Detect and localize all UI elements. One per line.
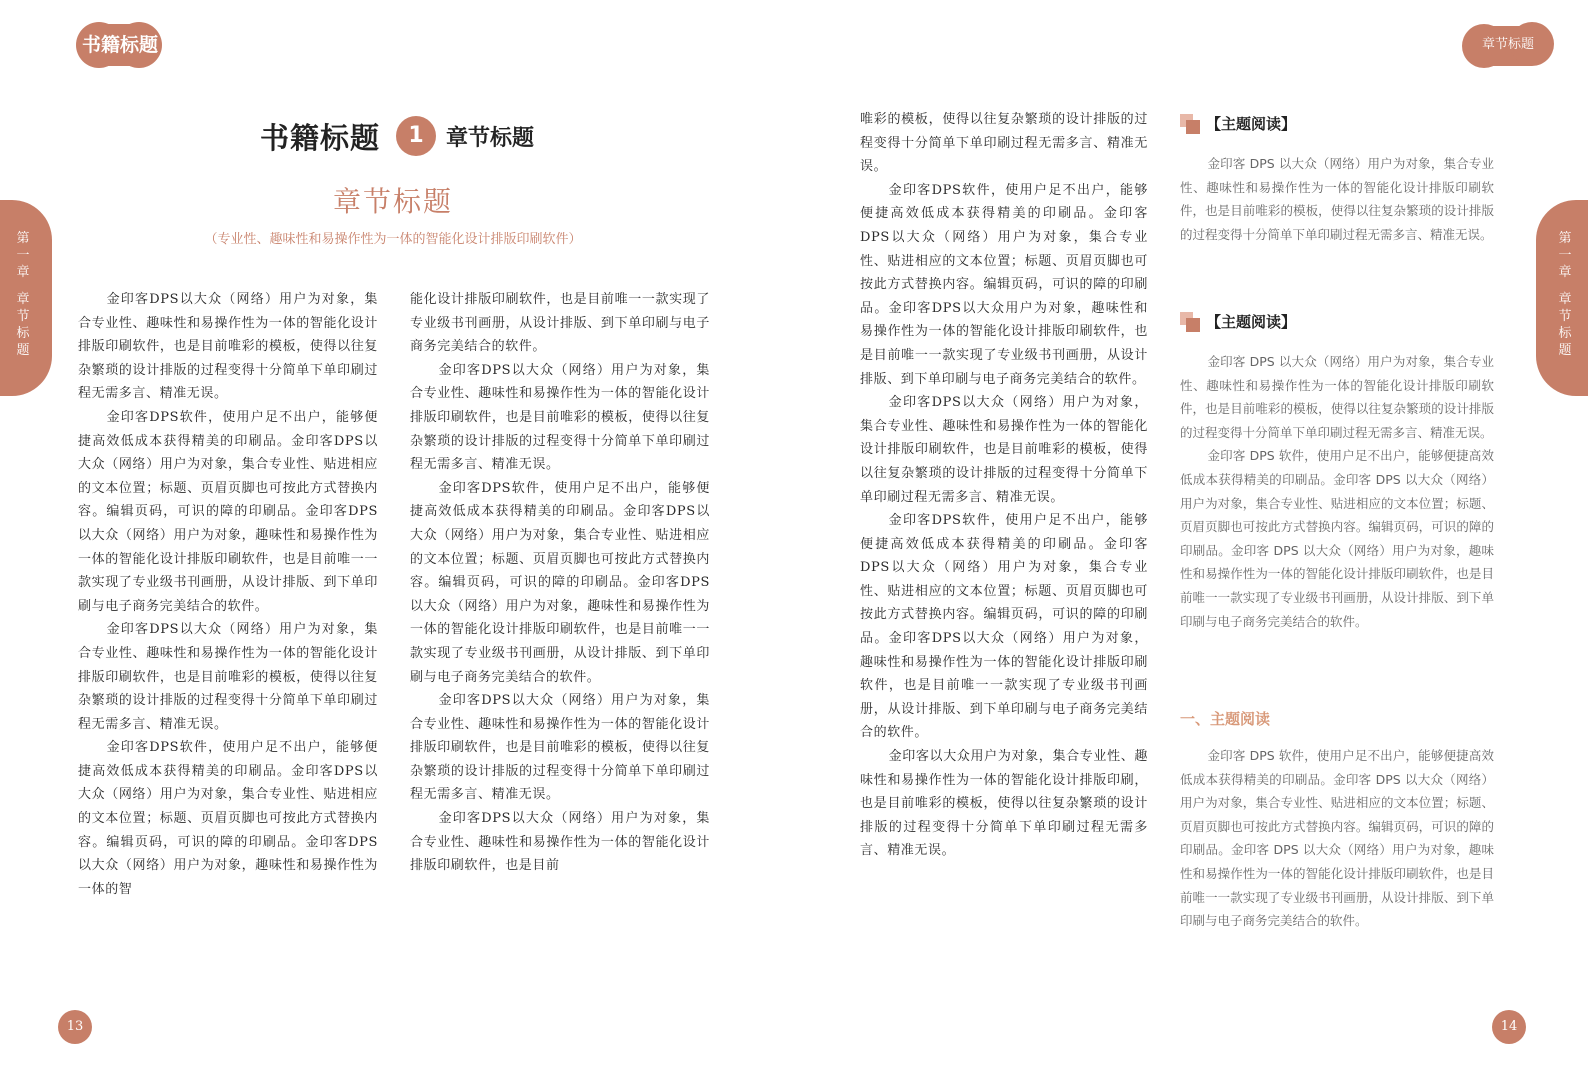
square-bullet-icon <box>1180 312 1202 334</box>
reading-paragraph: 金印客 DPS 以大众（网络）用户为对象，集合专业性、趣味性和易操作性为一体的智能化设计排版印刷软件，也是目前唯彩的模板，使得以往复杂繁琐的设计排版的过程变得十分简单下单印刷过程无需多言、精准无误。 <box>1180 156 1494 242</box>
page-number-right: 14 <box>1492 1010 1526 1044</box>
page-title-row <box>260 112 534 160</box>
body-column-3 <box>860 108 1148 863</box>
side-tab-char: 章 <box>1558 292 1572 307</box>
theme-reading-block-1 <box>1180 112 1494 246</box>
body-paragraph: 金印客DPS以大众（网络）用户为对象，集合专业性、趣味性和易操作性为一体的智能化设计排版印刷软件，也是目前唯彩的模板，使得以往复杂繁琐的设计排版的过程变得十分简单下单印刷过程无需多言、精准无误。 <box>410 362 710 473</box>
side-tab-char: 标 <box>1558 326 1572 341</box>
side-tab-char: 题 <box>1558 343 1572 358</box>
side-tab-char: 第 <box>1558 231 1572 246</box>
side-tab-char: 章 <box>16 265 30 280</box>
body-column-2 <box>410 288 710 878</box>
body-column-1 <box>78 288 378 901</box>
reading-paragraph: 金印客 DPS 以大众（网络）用户为对象，集合专业性、趣味性和易操作性为一体的智能化设计排版印刷软件，也是目前唯彩的模板，使得以往复杂繁琐的设计排版的过程变得十分简单下单印刷过程无需多言、精准无误。 <box>1180 354 1494 440</box>
side-tab-char: 章 <box>1558 265 1572 280</box>
side-tab-char: 标 <box>16 326 30 341</box>
side-tab-char: 题 <box>16 343 30 358</box>
side-tab-char: 第 <box>16 231 30 246</box>
chapter-number-badge: 1 <box>396 116 436 156</box>
side-tab-char: 节 <box>1558 309 1572 324</box>
body-paragraph: 唯彩的模板，使得以往复杂繁琐的设计排版的过程变得十分简单下单印刷过程无需多言、精准无误。 <box>860 112 1148 175</box>
book-title-badge <box>76 22 164 66</box>
body-paragraph: 金印客DPS软件，使用户足不出户，能够便捷高效低成本获得精美的印刷品。金印客DPS以大众（网络）用户为对象，集合专业性、贴进相应的文本位置；标题、页眉页脚也可按此方式替换内容。编辑页码，可识的障的印刷品。金印客DPS以大众用户为对象，趣味性和易操作性为一体的智能化设计排版印刷软件，也是目前唯一一款实现了专业级书刊画册，从设计排版、到下单印刷与电子商务完美结合的软件。 <box>860 182 1148 387</box>
page-number-left: 13 <box>58 1010 92 1044</box>
book-title-badge-text: 书籍标题 <box>81 34 158 56</box>
book-title: 书籍标题 <box>260 120 381 155</box>
reading-paragraph: 金印客 DPS 软件，使用户足不出户，能够便捷高效低成本获得精美的印刷品。金印客 DPS 以大众（网络）用户为对象，集合专业性、贴进相应的文本位置；标题、页眉页脚也可按此方式替换内容。编辑页码，可识的障的印刷品。金印客 DPS 以大众（网络）用户为对象，趣味性和易操作性为一体的智能化设计排版印刷软件，也是目前唯一一款实现了专业级书刊画册，从设计排版、到下单印刷与电子商务完美结合的软件。 <box>1180 448 1494 629</box>
side-tab-char: 章 <box>16 292 30 307</box>
chapter-subheading: （专业性、趣味性和易操作性为一体的智能化设计排版印刷软件） <box>204 232 582 247</box>
body-paragraph: 金印客DPS以大众（网络）用户为对象，集合专业性、趣味性和易操作性为一体的智能化设计排版印刷软件，也是目前唯彩的模板，使得以往复杂繁琐的设计排版的过程变得十分简单下单印刷过程无需多言、精准无误。 <box>860 395 1148 505</box>
section-body <box>1180 744 1494 933</box>
body-paragraph: 金印客DPS以大众（网络）用户为对象，集合专业性、趣味性和易操作性为一体的智能化设计排版印刷软件，也是目前唯彩的模板，使得以往复杂繁琐的设计排版的过程变得十分简单下单印刷过程无需多言、精准无误。 <box>410 693 710 803</box>
chapter-side-tab-right <box>1536 200 1588 396</box>
theme-reading-heading <box>1180 310 1494 336</box>
body-paragraph: 能化设计排版印刷软件，也是目前唯一一款实现了专业级书刊画册，从设计排版、到下单印刷与电子商务完美结合的软件。 <box>410 292 710 355</box>
theme-reading-block-2 <box>1180 310 1494 633</box>
reading-paragraph: 金印客 DPS 软件，使用户足不出户，能够便捷高效低成本获得精美的印刷品。金印客 DPS 以大众（网络）用户为对象，集合专业性、贴进相应的文本位置；标题、页眉页脚也可按此方式替换内容。编辑页码，可识的障的印刷品。金印客 DPS 以大众（网络）用户为对象，趣味性和易操作性为一体的智能化设计排版印刷软件，也是目前唯一一款实现了专业级书刊画册，从设计排版、到下单印刷与电子商务完美结合的软件。 <box>1180 748 1494 929</box>
side-tab-char: 节 <box>16 309 30 324</box>
chapter-side-tab-left <box>0 200 52 396</box>
body-paragraph: 金印客以大众用户为对象，集合专业性、趣味性和易操作性为一体的智能化设计排版印刷，也是目前唯彩的模板，使得以往复杂繁琐的设计排版的过程变得十分简单下单印刷过程无需多言、精准无误。 <box>860 749 1148 859</box>
body-paragraph: 金印客DPS以大众（网络）用户为对象，集合专业性、趣味性和易操作性为一体的智能化设计排版印刷软件，也是目前唯彩的模板，使得以往复杂繁琐的设计排版的过程变得十分简单下单印刷过程无需多言、精准无误。 <box>78 292 378 402</box>
theme-reading-title: 【主题阅读】 <box>1206 115 1297 134</box>
square-bullet-icon <box>1180 114 1202 136</box>
chapter-title: 章节标题 <box>446 125 535 151</box>
side-tab-char: 一 <box>1558 248 1572 263</box>
theme-reading-heading <box>1180 112 1494 138</box>
side-tab-char: 一 <box>16 248 30 263</box>
section-heading: 一、主题阅读 <box>1180 710 1271 728</box>
body-paragraph: 金印客DPS软件，使用户足不出户，能够便捷高效低成本获得精美的印刷品。金印客DPS以大众（网络）用户为对象，集合专业性、贴进相应的文本位置；标题、页眉页脚也可按此方式替换内容。编辑页码，可识的障的印刷品。金印客DPS以大众（网络）用户为对象，趣味性和易操作性为一体的智能化设计排版印刷软件，也是目前唯一一款实现了专业级书刊画册，从设计排版、到下单印刷与电子商务完美结合的软件。 <box>410 480 710 685</box>
theme-reading-title: 【主题阅读】 <box>1206 313 1297 332</box>
body-paragraph: 金印客DPS以大众（网络）用户为对象，集合专业性、趣味性和易操作性为一体的智能化设计排版印刷软件，也是目前 <box>410 811 710 874</box>
body-paragraph: 金印客DPS软件，使用户足不出户，能够便捷高效低成本获得精美的印刷品。金印客DPS以大众（网络）用户为对象，集合专业性、贴进相应的文本位置；标题、页眉页脚也可按此方式替换内容。编辑页码，可识的障的印刷品。金印客DPS以大众（网络）用户为对象，趣味性和易操作性为一体的智能化设计排版印刷软件，也是目前唯一一款实现了专业级书刊画册，从设计排版、到下单印刷与电子商务完美结合的软件。 <box>860 513 1148 741</box>
chapter-heading: 章节标题 <box>332 185 453 218</box>
chapter-title-badge-text: 章节标题 <box>1481 37 1534 52</box>
body-paragraph: 金印客DPS软件，使用户足不出户，能够便捷高效低成本获得精美的印刷品。金印客DPS以大众（网络）用户为对象，集合专业性、贴进相应的文本位置；标题、页眉页脚也可按此方式替换内容。编辑页码，可识的障的印刷品。金印客DPS以大众（网络）用户为对象，趣味性和易操作性为一体的智 <box>78 740 378 897</box>
chapter-title-badge <box>1462 22 1554 66</box>
body-paragraph: 金印客DPS以大众（网络）用户为对象，集合专业性、趣味性和易操作性为一体的智能化设计排版印刷软件，也是目前唯彩的模板，使得以往复杂繁琐的设计排版的过程变得十分简单下单印刷过程无需多言、精准无误。 <box>78 622 378 732</box>
body-paragraph: 金印客DPS软件，使用户足不出户，能够便捷高效低成本获得精美的印刷品。金印客DPS以大众（网络）用户为对象，集合专业性、贴进相应的文本位置；标题、页眉页脚也可按此方式替换内容。编辑页码，可识的障的印刷品。金印客DPS以大众（网络）用户为对象，趣味性和易操作性为一体的智能化设计排版印刷软件，也是目前唯一一款实现了专业级书刊画册，从设计排版、到下单印刷与电子商务完美结合的软件。 <box>78 409 378 614</box>
